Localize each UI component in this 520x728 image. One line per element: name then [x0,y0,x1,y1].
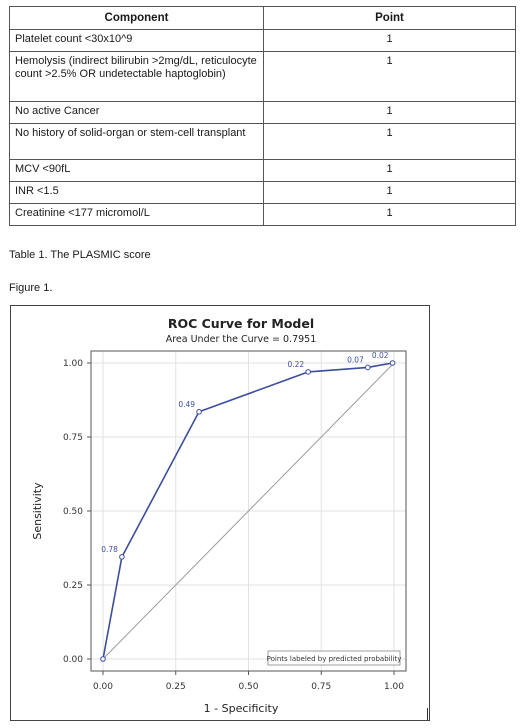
point-label: 0.49 [178,399,196,409]
table-row [10,52,516,102]
table-header-row [10,7,516,30]
x-tick-label: 0.75 [311,682,332,692]
table-row [10,30,516,52]
roc-figure [10,305,430,721]
table-row [10,182,516,204]
roc-chart [11,306,429,720]
divider [427,708,428,720]
y-tick-label: 0.00 [62,655,83,665]
chart-subtitle: Area Under the Curve = 0.7951 [165,334,317,345]
component-column-header: Component [10,7,264,30]
point-cell: 1 [264,160,516,182]
roc-point [366,365,371,370]
y-axis-label: Sensitivity [31,482,44,540]
point-cell: 1 [264,204,516,226]
y-tick-label: 0.25 [62,581,83,591]
table-row [10,124,516,160]
y-tick-label: 0.75 [62,433,83,443]
chart-title: ROC Curve for Model [167,316,315,331]
note-text: Points labeled by predicted probability [266,655,402,663]
y-tick-label: 0.50 [62,507,83,517]
point-label: 0.78 [101,544,118,554]
x-axis-label: 1 - Specificity [203,702,279,715]
table-row [10,204,516,226]
figure-label: Figure 1. [9,282,53,294]
component-cell: Creatinine <177 micromol/L [10,204,264,226]
table-caption: Table 1. The PLASMIC score [9,249,151,261]
x-tick-label: 1.00 [383,682,405,692]
table-row [10,160,516,182]
component-cell: No history of solid-organ or stem-cell transplant [10,124,264,160]
x-tick-label: 0.50 [238,682,259,692]
component-cell: No active Cancer [10,102,264,124]
point-column-header: Point [264,7,516,30]
roc-point [390,361,395,366]
y-tick-label: 1.00 [62,359,83,369]
table-row [10,102,516,124]
plot-area [63,351,406,692]
point-cell: 1 [264,182,516,204]
point-cell: 1 [264,30,516,52]
point-cell: 1 [264,52,516,102]
component-cell: Hemolysis (indirect bilirubin >2mg/dL, reticulocyte count >2.5% OR undetectable haptoglobin) [10,52,264,102]
point-cell: 1 [264,124,516,160]
plasmic-score-table [9,6,516,226]
roc-point [101,657,106,662]
roc-point [306,370,311,375]
point-cell: 1 [264,102,516,124]
roc-point [120,555,125,560]
component-cell: Platelet count <30x10^9 [10,30,264,52]
component-cell: INR <1.5 [10,182,264,204]
point-label: 0.22 [287,359,305,369]
point-label: 0.02 [371,351,389,360]
component-cell: MCV <90fL [10,160,264,182]
x-tick-label: 0.00 [92,682,114,692]
point-label: 0.07 [347,355,364,365]
roc-point [197,410,202,415]
x-tick-label: 0.25 [165,682,186,692]
